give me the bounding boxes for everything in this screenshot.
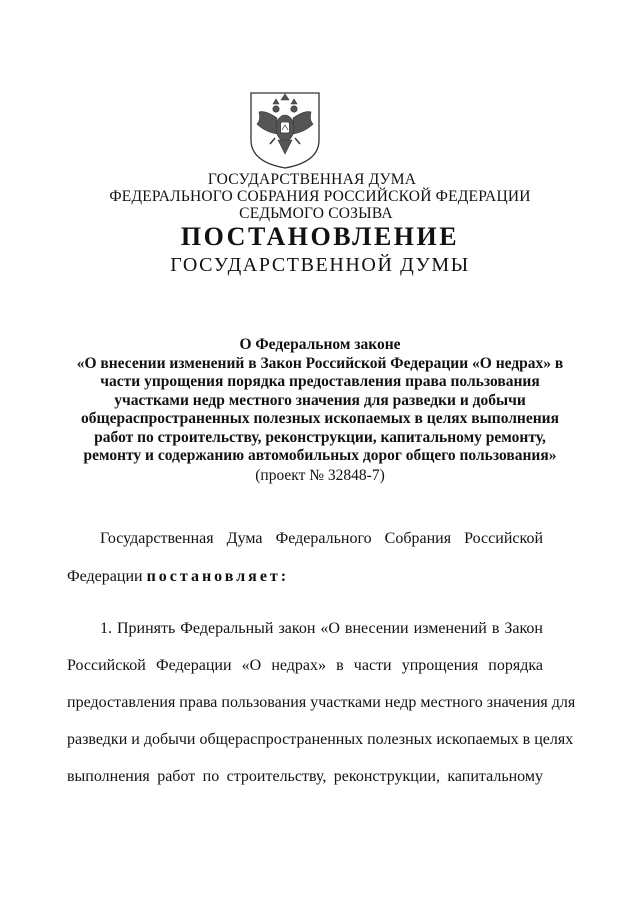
law-title-line: ремонту и содержанию автомобильных дорог общего пользования»	[83, 447, 557, 464]
resolves-word: постановляет:	[146, 568, 290, 585]
law-title-line: общераспространенных полезных ископаемых в целях выполнения	[80, 410, 559, 427]
paragraph-line: 1. Принять Федеральный закон «О внесении изменений в Закон	[100, 620, 543, 637]
paragraph-line: Российской Федерации «О недрах» в части упрощения порядка	[67, 657, 543, 674]
header-federal-assembly: ФЕДЕРАЛЬНОГО СОБРАНИЯ РОССИЙСКОЙ ФЕДЕРАЦИИ	[109, 188, 531, 205]
document-title: ПОСТАНОВЛЕНИЕ	[180, 222, 460, 251]
law-title-line: «О внесении изменений в Закон Российской Федерации «О недрах» в	[76, 354, 564, 372]
coat-of-arms-emblem	[247, 90, 323, 170]
header-convocation: СЕДЬМОГО СОЗЫВА	[239, 205, 393, 222]
preamble-line	[67, 568, 543, 586]
preamble-text: Федерации	[67, 568, 147, 585]
paragraph-line: выполнения работ по строительству, реконструкции, капитальному	[67, 768, 543, 785]
law-title-line: О Федеральном законе	[239, 336, 401, 353]
law-title-line: части упрощения порядка предоставления права пользования	[100, 373, 540, 390]
law-title-line: работ по строительству, реконструкции, капитальному ремонту,	[94, 428, 546, 446]
paragraph-line: разведки и добычи общераспространенных полезных ископаемых в целях	[67, 731, 574, 748]
preamble-line: Государственная Дума Федерального Собрания Российской	[100, 530, 543, 547]
header-duma: ГОСУДАРСТВЕННАЯ ДУМА	[207, 171, 417, 188]
project-number: (проект № 32848-7)	[255, 467, 385, 484]
law-title-line: участками недр местного значения для разведки и добычи	[114, 391, 526, 409]
law-title	[60, 336, 580, 466]
document-subtitle: ГОСУДАРСТВЕННОЙ ДУМЫ	[170, 254, 470, 276]
paragraph-line: предоставления права пользования участками недр местного значения для	[67, 694, 576, 711]
